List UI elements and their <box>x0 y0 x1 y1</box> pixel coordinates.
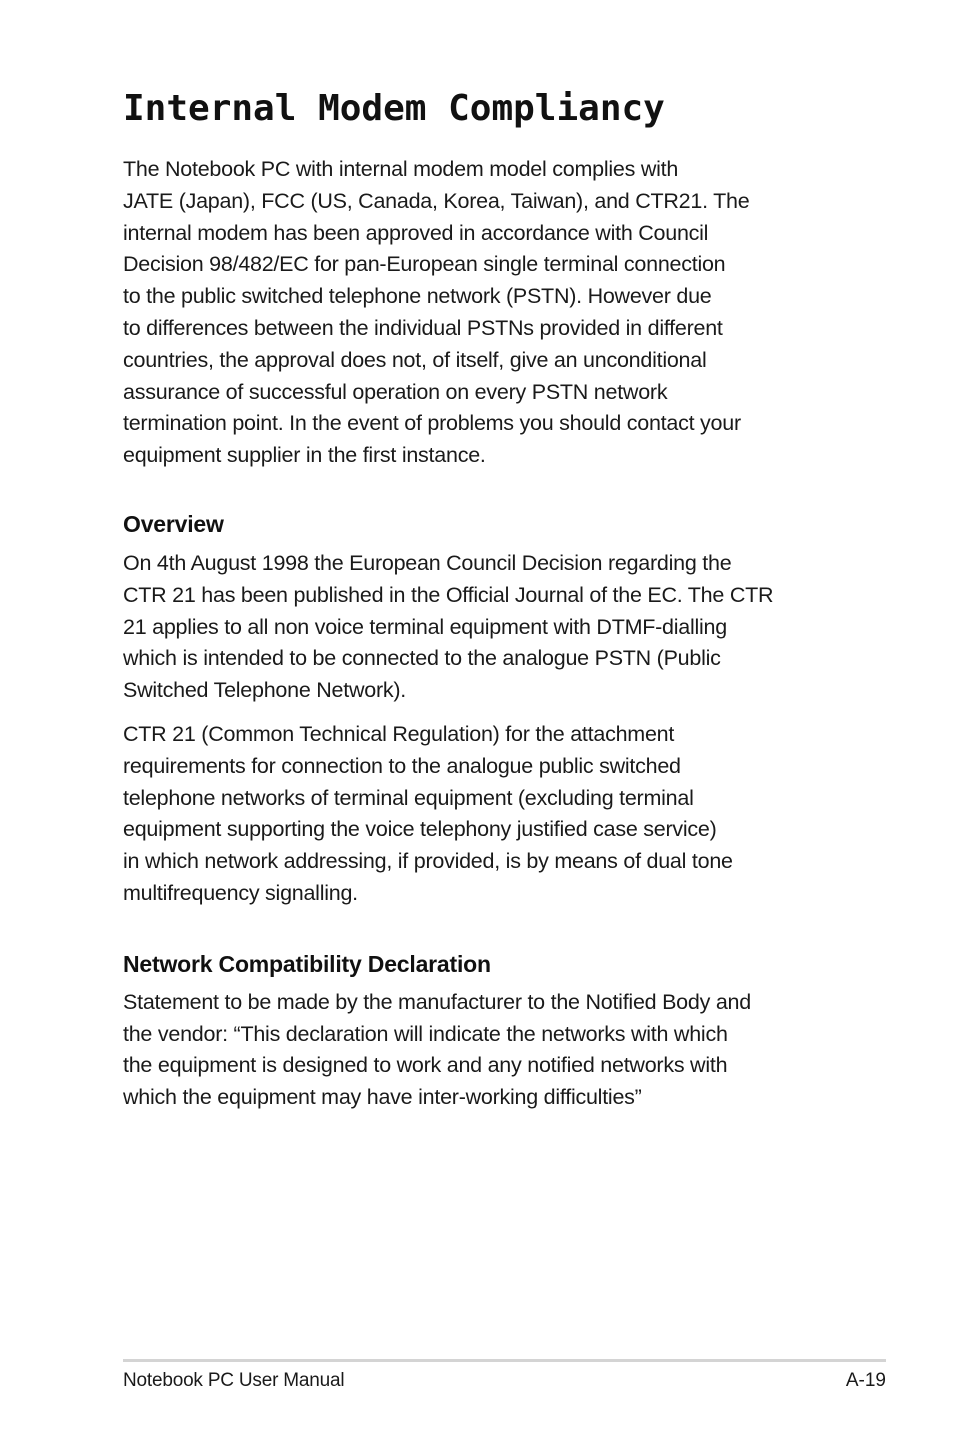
text-line: assurance of successful operation on every PSTN network <box>123 379 668 404</box>
text-line: to differences between the individual PSTNs provided in different <box>123 315 723 340</box>
overview-paragraph-2 <box>123 719 853 910</box>
page-title: Internal Modem Compliancy <box>123 88 665 129</box>
intro-paragraph <box>123 154 853 472</box>
network-compatibility-heading: Network Compatibility Declaration <box>123 950 491 977</box>
text-line: to the public switched telephone network (PSTN). However due <box>123 284 712 309</box>
text-line: Statement to be made by the manufacturer to the Notified Body and <box>123 989 751 1014</box>
text-line: On 4th August 1998 the European Council Decision regarding the <box>123 550 732 575</box>
text-line: which the equipment may have inter-working difficulties” <box>123 1085 642 1110</box>
footer-divider <box>123 1359 886 1362</box>
text-line: equipment supporting the voice telephony justified case service) <box>123 817 717 842</box>
text-line: CTR 21 (Common Technical Regulation) for the attachment <box>123 721 675 746</box>
text-line: requirements for connection to the analogue public switched <box>123 753 681 778</box>
footer-page-number: A-19 <box>845 1370 886 1391</box>
text-line: the equipment is designed to work and any notified networks with <box>123 1053 728 1078</box>
overview-heading: Overview <box>123 510 224 537</box>
network-compatibility-paragraph <box>123 987 853 1114</box>
text-line: CTR 21 has been published in the Official Journal of the EC. The CTR <box>123 582 774 607</box>
footer-manual-title: Notebook PC User Manual <box>123 1370 345 1391</box>
text-line: telephone networks of terminal equipment (excluding terminal <box>123 785 694 810</box>
text-line: Decision 98/482/EC for pan-European single terminal connection <box>123 252 726 277</box>
text-line: the vendor: “This declaration will indicate the networks with which <box>123 1021 728 1046</box>
text-line: in which network addressing, if provided, is by means of dual tone <box>123 849 733 874</box>
text-line: The Notebook PC with internal modem model complies with <box>123 157 679 181</box>
text-line: equipment supplier in the first instance. <box>123 443 486 468</box>
page-content <box>123 86 853 1114</box>
text-line: countries, the approval does not, of itself, give an unconditional <box>123 347 707 372</box>
text-line: Switched Telephone Network). <box>123 678 407 703</box>
overview-paragraph-1 <box>123 548 853 707</box>
text-line: multifrequency signalling. <box>123 880 358 905</box>
text-line: which is intended to be connected to the analogue PSTN (Public <box>123 646 721 671</box>
text-line: internal modem has been approved in accordance with Council <box>123 220 709 245</box>
text-line: JATE (Japan), FCC (US, Canada, Korea, Taiwan), and CTR21. The <box>123 188 750 213</box>
text-line: 21 applies to all non voice terminal equipment with DTMF-dialling <box>123 614 727 639</box>
text-line: termination point. In the event of problems you should contact your <box>123 411 741 436</box>
